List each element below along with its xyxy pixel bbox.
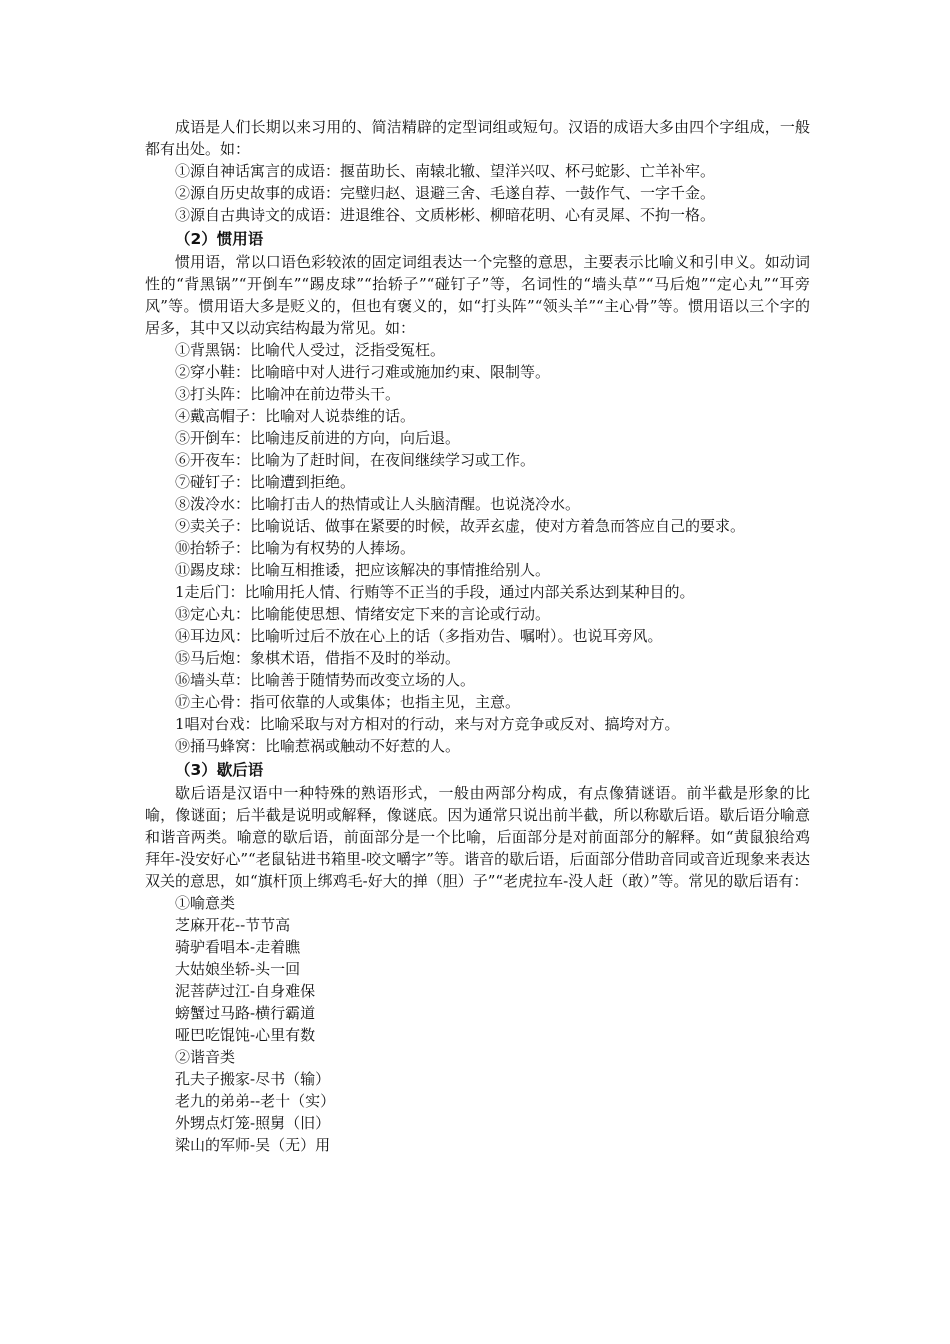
list-item: 外甥点灯笼-照舅（旧） <box>175 1114 331 1132</box>
idioms-intro-paragraph: 成语是人们长期以来习用的、简洁精辟的定型词组或短句。汉语的成语大多由四个字组成，一般都有出处。如： <box>145 118 810 158</box>
list-item: ①背黑锅：比喻代人受过，泛指受冤枉。 <box>175 341 446 359</box>
list-item: ⑯墙头草：比喻善于随情势而改变立场的人。 <box>175 671 476 689</box>
list-item: ⑭耳边风：比喻听过后不放在心上的话（多指劝告、嘱咐）。也说耳旁风。 <box>175 627 663 645</box>
idiomatic-phrases-intro-paragraph: 惯用语，常以口语色彩较浓的固定词组表达一个完整的意思，主要表示比喻义和引申义。如动词性的“背黑锅”“开倒车”“踢皮球”“抬轿子”“碰钉子”等，名词性的“墙头草”“马后炮”“定心丸”“耳旁风”等。惯用语大多是贬义的，但也有褒义的，如“打头阵”“领头羊”“主心骨”等。惯用语以三个字的居多，其中又以动宾结构最为常见。如： <box>145 253 810 337</box>
list-item: ③打头阵：比喻冲在前边带头干。 <box>175 385 401 403</box>
list-item: 孔夫子搬家-尽书（输） <box>175 1070 331 1088</box>
list-item: 梁山的军师-吴（无）用 <box>175 1136 331 1154</box>
list-item: 1唱对台戏：比喻采取与对方相对的行动，来与对方竞争或反对、搞垮对方。 <box>175 715 680 733</box>
list-item: ④戴高帽子：比喻对人说恭维的话。 <box>175 407 416 425</box>
list-item: ⑥开夜车：比喻为了赶时间，在夜间继续学习或工作。 <box>175 451 536 469</box>
list-item: ②源自历史故事的成语：完璧归赵、退避三舍、毛遂自荐、一鼓作气、一字千金。 <box>175 184 716 202</box>
section-heading-two-part-allegorical-sayings: （3）歇后语 <box>175 761 264 779</box>
list-item: ③源自古典诗文的成语：进退维谷、文质彬彬、柳暗花明、心有灵犀、不拘一格。 <box>175 206 716 224</box>
list-item: ①源自神话寓言的成语：揠苗助长、南辕北辙、望洋兴叹、杯弓蛇影、亡羊补牢。 <box>175 162 716 180</box>
list-item: ⑮马后炮：象棋术语，借指不及时的举动。 <box>175 649 461 667</box>
list-item: ⑤开倒车：比喻违反前进的方向，向后退。 <box>175 429 461 447</box>
list-item: 大姑娘坐轿-头一回 <box>175 960 301 978</box>
section-heading-idiomatic-phrases: （2）惯用语 <box>175 230 264 248</box>
list-item: 哑巴吃馄饨-心里有数 <box>175 1026 316 1044</box>
list-item: ⑬定心丸：比喻能使思想、情绪安定下来的言论或行动。 <box>175 605 551 623</box>
list-item: ②谐音类 <box>175 1048 236 1066</box>
list-item: ⑩抬轿子：比喻为有权势的人捧场。 <box>175 539 416 557</box>
list-item: ⑲捅马蜂窝：比喻惹祸或触动不好惹的人。 <box>175 737 461 755</box>
page-content <box>145 116 810 1156</box>
list-item: 老九的弟弟--老十（实） <box>175 1092 336 1110</box>
list-item: ①喻意类 <box>175 894 236 912</box>
list-item: ⑨卖关子：比喻说话、做事在紧要的时候，故弄玄虚，使对方着急而答应自己的要求。 <box>175 517 746 535</box>
list-item: ②穿小鞋：比喻暗中对人进行刁难或施加约束、限制等。 <box>175 363 551 381</box>
list-item: ⑧泼冷水：比喻打击人的热情或让人头脑清醒。也说浇冷水。 <box>175 495 581 513</box>
list-item: 芝麻开花--节节高 <box>175 916 291 934</box>
allegorical-sayings-intro-paragraph: 歇后语是汉语中一种特殊的熟语形式，一般由两部分构成，有点像猜谜语。前半截是形象的比喻，像谜面；后半截是说明或解释，像谜底。因为通常只说出前半截，所以称歇后语。歇后语分喻意和谐音两类。喻意的歇后语，前面部分是一个比喻，后面部分是对前面部分的解释。如“黄鼠狼给鸡拜年-没安好心”“老鼠钻进书箱里-咬文嚼字”等。谐音的歇后语，后面部分借助音同或音近现象来表达双关的意思，如“旗杆顶上绑鸡毛-好大的掸（胆）子”“老虎拉车-没人赶（敢）”等。常见的歇后语有： <box>145 784 810 890</box>
list-item: ⑰主心骨：指可依靠的人或集体；也指主见，主意。 <box>175 693 521 711</box>
list-item: 泥菩萨过江-自身难保 <box>175 982 316 1000</box>
list-item: 骑驴看唱本-走着瞧 <box>175 938 301 956</box>
list-item: 1走后门：比喻用托人情、行贿等不正当的手段，通过内部关系达到某种目的。 <box>175 583 695 601</box>
list-item: ⑪踢皮球：比喻互相推诿，把应该解决的事情推给别人。 <box>175 561 551 579</box>
list-item: ⑦碰钉子：比喻遭到拒绝。 <box>175 473 356 491</box>
list-item: 螃蟹过马路-横行霸道 <box>175 1004 316 1022</box>
